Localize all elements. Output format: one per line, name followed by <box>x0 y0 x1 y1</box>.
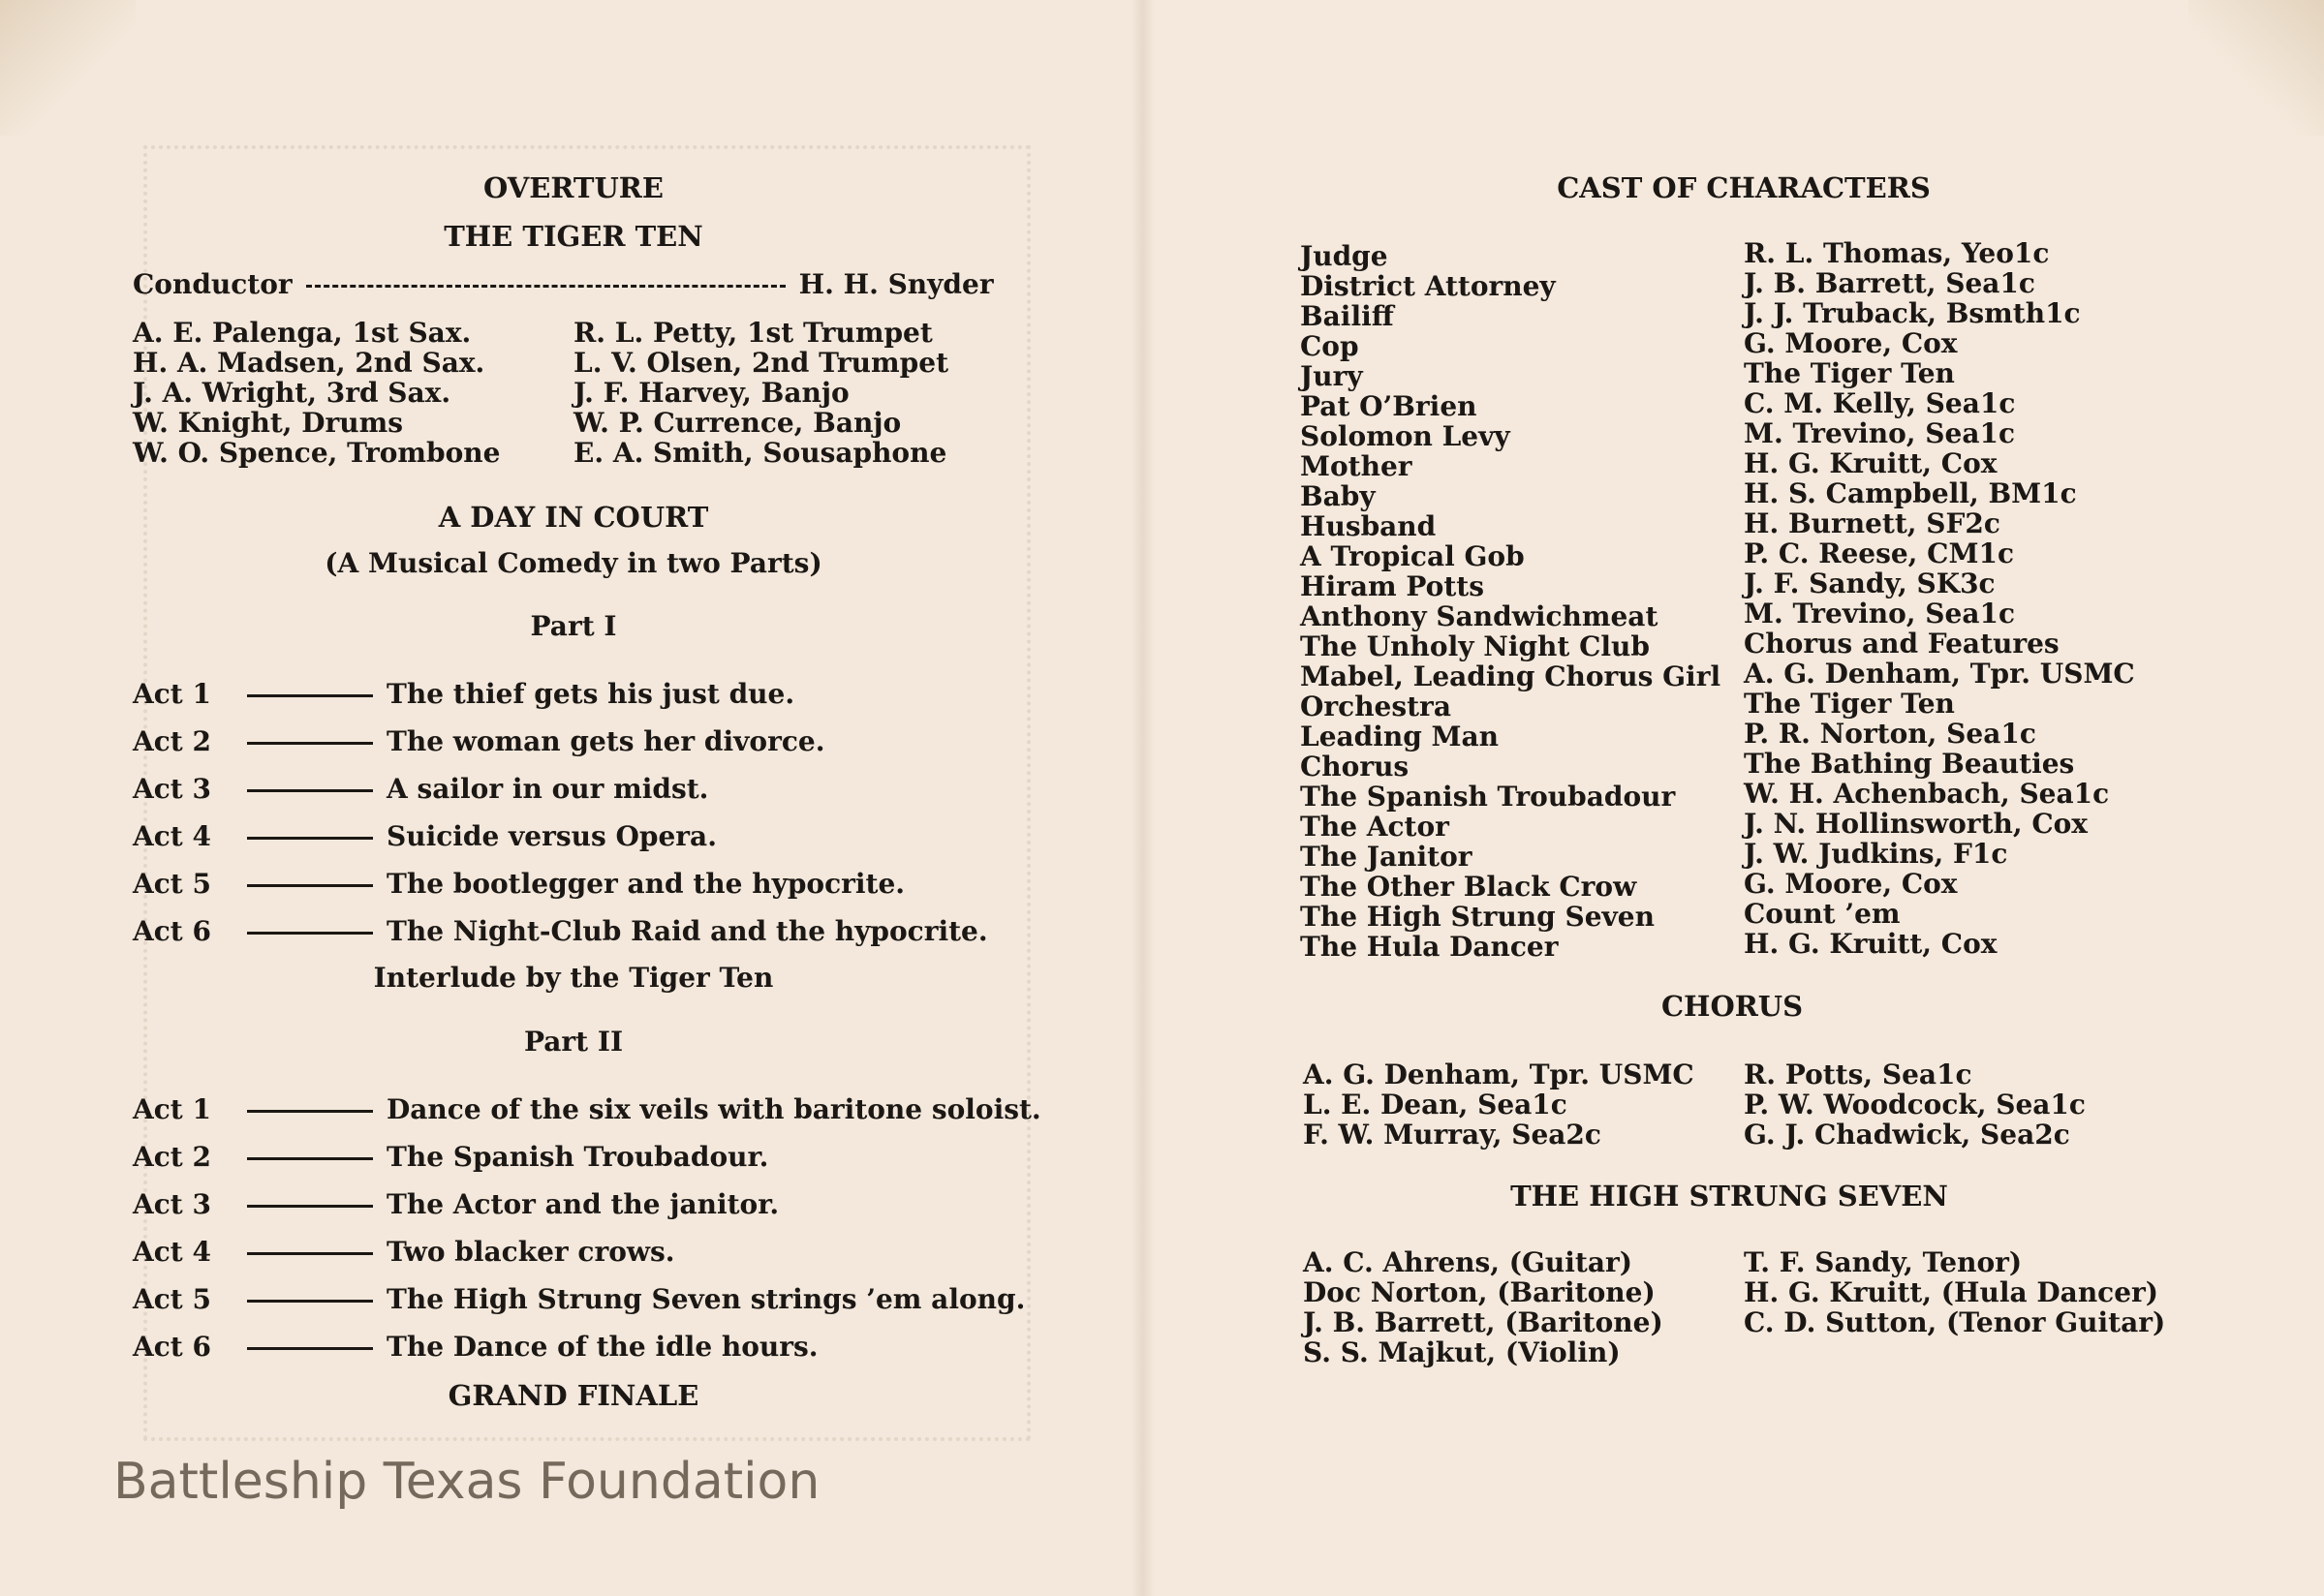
center-fold <box>1131 0 1155 1596</box>
chorus-left <box>1303 1059 1694 1150</box>
chorus-member: A. G. Denham, Tpr. USMC <box>1303 1059 1694 1090</box>
cast-role: Anthony Sandwichmeat <box>1300 600 1658 632</box>
act-description: The Night-Club Raid and the hypocrite. <box>387 915 988 947</box>
cast-player: The Tiger Ten <box>1744 357 1955 389</box>
cast-player: G. Moore, Cox <box>1744 327 1958 359</box>
cast-role: Judge <box>1300 240 1388 272</box>
rule <box>247 1252 373 1255</box>
page-corner-shadow <box>0 0 136 136</box>
cast-role: The Hula Dancer <box>1300 931 1559 963</box>
cast-heading: CAST OF CHARACTERS <box>1557 171 1931 204</box>
rule <box>247 837 373 840</box>
part-one-heading: Part I <box>530 610 617 642</box>
cast-role: The Unholy Night Club <box>1300 630 1650 662</box>
band-member: J. F. Harvey, Banjo <box>573 377 850 409</box>
cast-role: Chorus <box>1300 751 1410 783</box>
cast-role: Pat O’Brien <box>1300 390 1477 422</box>
cast-role: The Actor <box>1300 811 1449 843</box>
cast-player: P. C. Reese, CM1c <box>1744 537 2014 569</box>
act-label: Act 3 <box>133 773 211 805</box>
chorus-member: P. W. Woodcock, Sea1c <box>1744 1089 2086 1120</box>
cast-players <box>1744 238 2135 959</box>
musician: S. S. Majkut, (Violin) <box>1303 1336 1621 1368</box>
act-row <box>133 1093 1041 1125</box>
band-member: L. V. Olsen, 2nd Trumpet <box>573 347 948 379</box>
cast-player: J. J. Truback, Bsmth1c <box>1744 297 2081 329</box>
cast-player: Count ’em <box>1744 898 1901 930</box>
act-row <box>133 1283 1025 1315</box>
cast-player: H. G. Kruitt, Cox <box>1744 928 1998 960</box>
high-strung-right <box>1744 1247 2165 1337</box>
grand-finale: GRAND FINALE <box>448 1379 699 1412</box>
conductor-name: H. H. Snyder <box>798 268 994 300</box>
chorus-member: L. E. Dean, Sea1c <box>1303 1089 1567 1120</box>
musician: H. G. Kruitt, (Hula Dancer) <box>1744 1276 2159 1308</box>
musician: T. F. Sandy, Tenor) <box>1744 1246 2023 1278</box>
rule <box>247 1110 373 1113</box>
watermark: Battleship Texas Foundation <box>113 1453 821 1511</box>
act-row <box>133 1236 675 1268</box>
rule <box>247 694 373 697</box>
cast-role: The Other Black Crow <box>1300 871 1637 903</box>
act-row <box>133 1141 768 1173</box>
interlude: Interlude by the Tiger Ten <box>373 962 774 994</box>
cast-player: The Bathing Beauties <box>1744 748 2075 780</box>
band-name: THE TIGER TEN <box>444 220 703 253</box>
act-description: Suicide versus Opera. <box>387 820 717 852</box>
band-member: W. Knight, Drums <box>133 407 404 439</box>
cast-player: The Tiger Ten <box>1744 688 1955 720</box>
cast-role: Husband <box>1300 510 1437 542</box>
act-row <box>133 1188 779 1220</box>
conductor-line <box>133 269 994 299</box>
cast-player: C. M. Kelly, Sea1c <box>1744 387 2016 419</box>
act-description: The bootlegger and the hypocrite. <box>387 868 906 900</box>
act-description: The Actor and the janitor. <box>387 1188 780 1220</box>
cast-role: Bailiff <box>1300 300 1394 332</box>
musician: Doc Norton, (Baritone) <box>1303 1276 1656 1308</box>
cast-role: Solomon Levy <box>1300 420 1510 452</box>
cast-role: Mother <box>1300 450 1412 482</box>
act-label: Act 4 <box>133 820 211 852</box>
cast-role: The High Strung Seven <box>1300 901 1655 933</box>
act-description: The woman gets her divorce. <box>387 725 825 757</box>
act-description: The Dance of the idle hours. <box>387 1331 819 1363</box>
cast-player: J. N. Hollinsworth, Cox <box>1744 808 2089 840</box>
act-label: Act 6 <box>133 915 211 947</box>
band-members-left <box>133 318 500 468</box>
act-label: Act 1 <box>133 1093 211 1125</box>
chorus-heading: CHORUS <box>1660 990 1804 1023</box>
act-description: The Spanish Troubadour. <box>387 1141 769 1173</box>
act-label: Act 5 <box>133 1283 211 1315</box>
cast-player: M. Trevino, Sea1c <box>1744 598 2015 629</box>
cast-role: Jury <box>1300 360 1363 392</box>
cast-player: J. W. Judkins, F1c <box>1744 838 2008 870</box>
act-description: The High Strung Seven strings ’em along. <box>387 1283 1026 1315</box>
rule <box>247 1205 373 1208</box>
act-description: Two blacker crows. <box>387 1236 675 1268</box>
act-row <box>133 868 905 900</box>
act-row <box>133 725 824 757</box>
cast-player: H. G. Kruitt, Cox <box>1744 447 1998 479</box>
rule <box>247 1347 373 1350</box>
cast-role: The Spanish Troubadour <box>1300 781 1676 813</box>
band-member: W. P. Currence, Banjo <box>573 407 902 439</box>
cast-roles <box>1300 241 1720 962</box>
cast-player: J. F. Sandy, SK3c <box>1744 568 1996 599</box>
cast-player: H. Burnett, SF2c <box>1744 507 2000 539</box>
chorus-member: G. J. Chadwick, Sea2c <box>1744 1119 2070 1151</box>
cast-role: Cop <box>1300 330 1359 362</box>
musician: C. D. Sutton, (Tenor Guitar) <box>1744 1306 2166 1338</box>
act-description: Dance of the six veils with baritone soloist. <box>387 1093 1041 1125</box>
band-member: H. A. Madsen, 2nd Sax. <box>133 347 485 379</box>
act-description: A sailor in our midst. <box>387 773 709 805</box>
band-member: R. L. Petty, 1st Trumpet <box>573 317 933 349</box>
part-two-heading: Part II <box>523 1026 624 1058</box>
cast-role: Hiram Potts <box>1300 570 1484 602</box>
cast-player: M. Trevino, Sea1c <box>1744 417 2015 449</box>
cast-role: The Janitor <box>1300 841 1472 873</box>
musician: J. B. Barrett, (Baritone) <box>1303 1306 1663 1338</box>
act-row <box>133 773 708 805</box>
band-members-right <box>573 318 948 468</box>
act-row <box>133 915 988 947</box>
act-label: Act 2 <box>133 725 211 757</box>
band-member: J. A. Wright, 3rd Sax. <box>133 377 451 409</box>
act-label: Act 5 <box>133 868 211 900</box>
chorus-right <box>1744 1059 2086 1150</box>
act-label: Act 6 <box>133 1331 211 1363</box>
dash-leader <box>306 285 786 288</box>
cast-player: P. R. Norton, Sea1c <box>1744 718 2036 750</box>
act-row <box>133 820 717 852</box>
high-strung-heading: THE HIGH STRUNG SEVEN <box>1510 1180 1948 1212</box>
cast-player: A. G. Denham, Tpr. USMC <box>1744 658 2135 690</box>
act-label: Act 4 <box>133 1236 211 1268</box>
cast-player: W. H. Achenbach, Sea1c <box>1744 778 2110 810</box>
cast-role: Leading Man <box>1300 721 1500 752</box>
cast-role: A Tropical Gob <box>1300 540 1525 572</box>
rule <box>247 884 373 887</box>
rule <box>247 742 373 745</box>
show-title: A DAY IN COURT <box>438 501 709 534</box>
cast-role: Mabel, Leading Chorus Girl <box>1300 660 1721 692</box>
high-strung-left <box>1303 1247 1663 1367</box>
cast-player: R. L. Thomas, Yeo1c <box>1744 237 2050 269</box>
cast-role: District Attorney <box>1300 270 1556 302</box>
band-member: E. A. Smith, Sousaphone <box>573 437 947 469</box>
cast-player: J. B. Barrett, Sea1c <box>1744 267 2035 299</box>
conductor-label: Conductor <box>133 268 293 300</box>
overture-heading: OVERTURE <box>482 171 665 204</box>
rule <box>247 1300 373 1303</box>
rule <box>247 1157 373 1160</box>
act-row <box>133 678 794 710</box>
act-label: Act 2 <box>133 1141 211 1173</box>
band-member: A. E. Palenga, 1st Sax. <box>133 317 472 349</box>
act-row <box>133 1331 819 1363</box>
page-corner-shadow <box>2188 0 2324 136</box>
chorus-member: R. Potts, Sea1c <box>1744 1059 1972 1090</box>
musician: A. C. Ahrens, (Guitar) <box>1303 1246 1633 1278</box>
cast-player: H. S. Campbell, BM1c <box>1744 477 2077 509</box>
cast-player: G. Moore, Cox <box>1744 868 1958 900</box>
act-description: The thief gets his just due. <box>387 678 795 710</box>
cast-role: Baby <box>1300 480 1376 512</box>
rule <box>247 789 373 792</box>
act-label: Act 1 <box>133 678 211 710</box>
chorus-member: F. W. Murray, Sea2c <box>1303 1119 1601 1151</box>
cast-player: Chorus and Features <box>1744 628 2060 660</box>
show-subtitle: (A Musical Comedy in two Parts) <box>325 547 822 579</box>
act-label: Act 3 <box>133 1188 211 1220</box>
rule <box>247 932 373 935</box>
cast-role: Orchestra <box>1300 691 1451 722</box>
band-member: W. O. Spence, Trombone <box>133 437 501 469</box>
